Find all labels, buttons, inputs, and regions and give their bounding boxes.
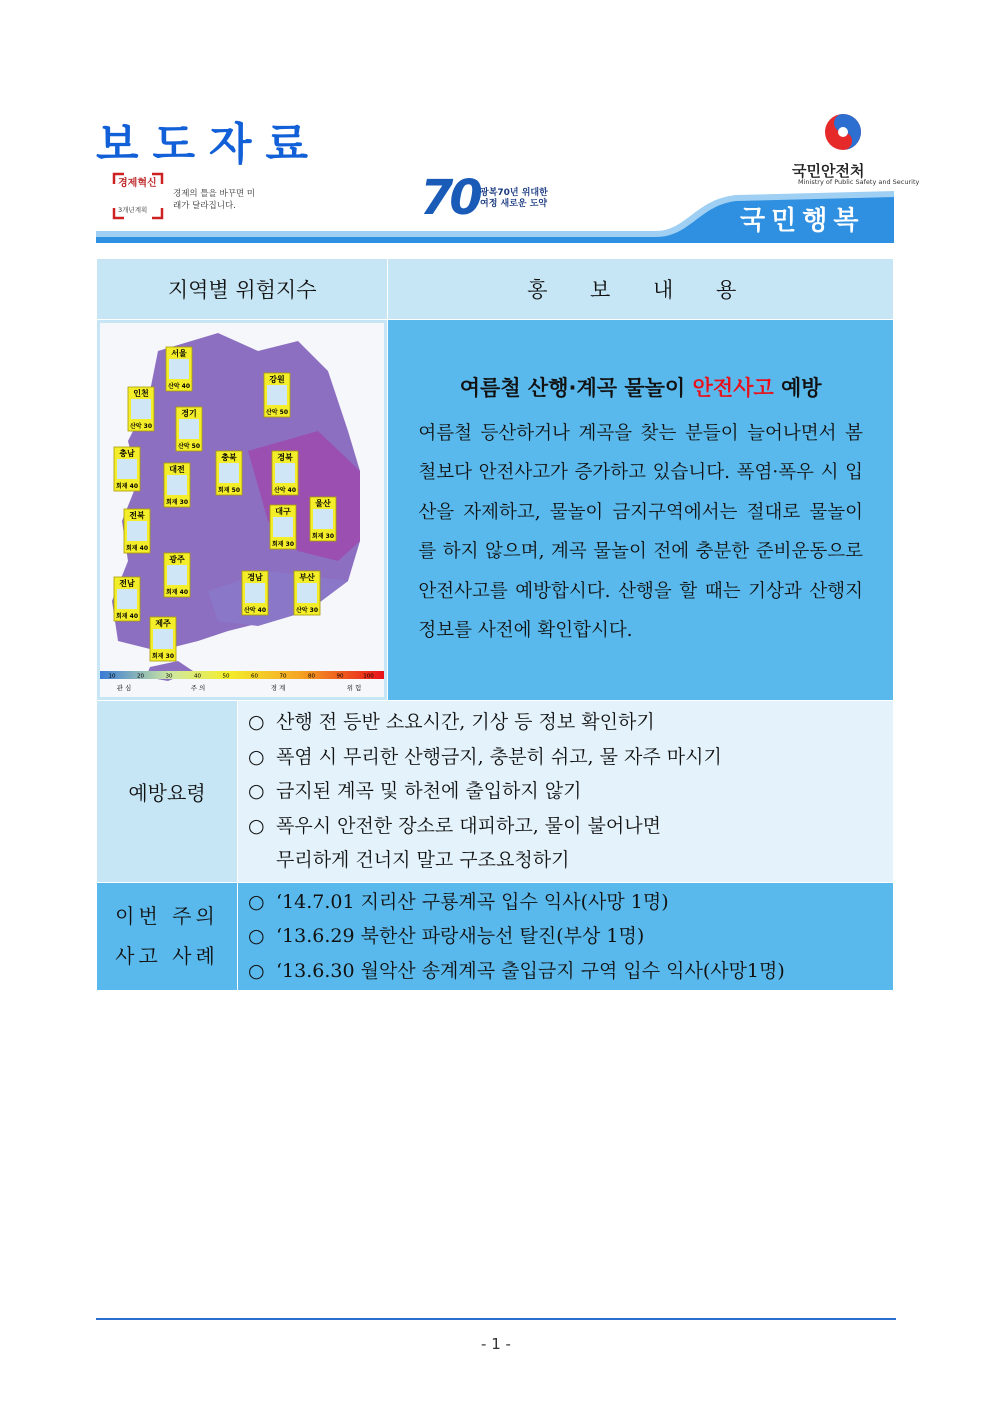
region-name: 대전: [169, 465, 185, 474]
region-risk-tag: [216, 451, 242, 495]
region-risk-tag: [124, 509, 150, 553]
prevention-label: 예방요령: [97, 701, 238, 883]
scale-tick: 60: [251, 673, 258, 680]
region-risk: 산악 40: [167, 383, 191, 390]
band-label: 국민행복: [740, 206, 865, 236]
region-name: 대구: [275, 507, 291, 516]
scale-tick: 50: [222, 673, 230, 680]
region-risk: 산악 40: [243, 607, 267, 614]
list-item: ○ 금지된 계곡 및 하천에 출입하지 않기: [248, 780, 582, 802]
risk-map-cell: [97, 320, 388, 701]
risk-map: [98, 321, 386, 699]
region-risk-tag: [164, 463, 190, 507]
scale-tick: 40: [194, 673, 201, 680]
region-name: 울산: [315, 499, 331, 508]
region-name: 충남: [119, 449, 135, 458]
region-risk: 회재 40: [115, 613, 139, 620]
list-item-continuation: 무리하게 건너지 말고 구조요청하기: [276, 849, 570, 871]
region-name: 경남: [247, 573, 263, 582]
region-name: 서울: [171, 349, 187, 358]
region-risk-tag: [310, 497, 336, 541]
region-risk: 회재 40: [125, 545, 149, 552]
region-name: 부산: [299, 573, 315, 582]
header-risk-index: 지역별 위험지수: [97, 259, 388, 320]
region-risk-tag: [128, 387, 154, 431]
list-item: ○ ‘13.6.30 월악산 송계계곡 출입금지 구역 입수 익사(사망1명): [248, 959, 785, 982]
region-risk-tag: [242, 571, 268, 615]
region-risk-tag: [270, 505, 296, 549]
scale-tick: 10: [108, 673, 116, 680]
region-risk: 회재 50: [217, 487, 241, 494]
footer-line: [96, 1318, 896, 1320]
scale-level: 위 험: [346, 684, 362, 692]
region-risk-tag: [164, 553, 190, 597]
page-title: 보도자료: [96, 119, 323, 170]
list-item: ○ 산행 전 등반 소요시간, 기상 등 정보 확인하기: [248, 711, 655, 733]
econ-slogan: 경제의 틀을 바꾸면 미래가 달라집니다.: [173, 189, 256, 211]
region-risk: 산악 30: [129, 423, 153, 430]
promo-title: 여름철 산행·계곡 물놀이 안전사고 예방: [459, 375, 822, 400]
page-number: - 1 -: [481, 1335, 511, 1353]
region-name: 광주: [169, 555, 185, 564]
scale-level: 관 심: [116, 684, 132, 692]
list-item: ○ ‘13.6.29 북한산 파랑새능선 탈진(부상 1명): [248, 925, 645, 947]
region-risk-tag: [114, 447, 140, 491]
region-name: 전남: [119, 579, 135, 588]
list-item: ○ 폭염 시 무리한 산행금지, 충분히 쉬고, 물 자주 마시기: [248, 745, 722, 768]
anniversary-logo: 70: [420, 170, 479, 226]
region-name: 강원: [269, 375, 285, 384]
region-risk-tag: [150, 617, 176, 661]
case-label: 이번 주의 사고 사례: [97, 882, 238, 991]
scale-tick: 100: [363, 673, 374, 680]
region-name: 경북: [277, 453, 293, 462]
anniversary-text: 광복70년 위대한 여정 새로운 도약: [480, 188, 548, 209]
region-risk: 회재 30: [151, 653, 175, 660]
region-risk: 산악 50: [177, 443, 201, 450]
scale-tick: 30: [165, 673, 173, 680]
region-risk-tag: [264, 373, 290, 417]
ministry-name: 국민안전처: [792, 162, 865, 180]
list-item: ○ ‘14.7.01 지리산 구룡계곡 입수 익사(사망 1명): [248, 890, 669, 913]
region-risk: 회재 30: [271, 541, 295, 548]
region-name: 제주: [155, 619, 171, 628]
region-name: 충북: [221, 453, 237, 462]
scale-tick: 80: [308, 673, 315, 680]
ministry-name-en: Ministry of Public Safety and Security: [798, 178, 920, 186]
prevention-list: [238, 701, 894, 883]
region-risk: 산악 30: [295, 607, 319, 614]
scale-level: 경 계: [270, 684, 286, 692]
region-risk-tag: [176, 407, 202, 451]
region-risk-tag: [114, 577, 140, 621]
region-risk: 산악 50: [265, 409, 289, 416]
region-name: 인천: [133, 389, 149, 398]
region-risk-tag: [166, 347, 192, 391]
scale-tick: 90: [336, 673, 344, 680]
list-item: ○ 폭우시 안전한 장소로 대피하고, 물이 불어나면: [248, 814, 661, 837]
scale-level: 주 의: [190, 684, 206, 692]
scale-tick: 70: [279, 673, 287, 680]
region-risk: 회재 40: [115, 483, 139, 490]
info-table: [96, 258, 894, 991]
region-risk-tag: [272, 451, 298, 495]
promo-content-cell: [388, 320, 894, 701]
header-promo-content: 홍 보 내 용: [388, 259, 894, 320]
scale-tick: 20: [137, 673, 144, 680]
case-list: [238, 882, 894, 991]
region-name: 전북: [129, 511, 145, 520]
region-risk: 산악 40: [273, 487, 297, 494]
region-name: 경기: [181, 409, 197, 418]
region-risk: 회재 40: [165, 589, 189, 596]
econ-label: 경제혁신: [118, 178, 157, 189]
region-risk: 회재 30: [165, 499, 189, 506]
region-risk-tag: [294, 571, 320, 615]
promo-body: 여름철 등산하거나 계곡을 찾는 분들이 늘어나면서 봄철보다 안전사고가 증가하고 있습니다. 폭염·폭우 시 입산을 자제하고, 물놀이 금지구역에서는 절대로 물놀이를 하지 않으며, 계곡 물놀이 전에 충분한 준비운동으로 안전사고를 예방합시다. 산행을 할 때는 기상과 산행지 정보를 사전에 확인합시다.: [418, 422, 863, 641]
region-risk: 회재 30: [311, 533, 335, 540]
econ-sub: 3개년계획: [118, 206, 148, 214]
